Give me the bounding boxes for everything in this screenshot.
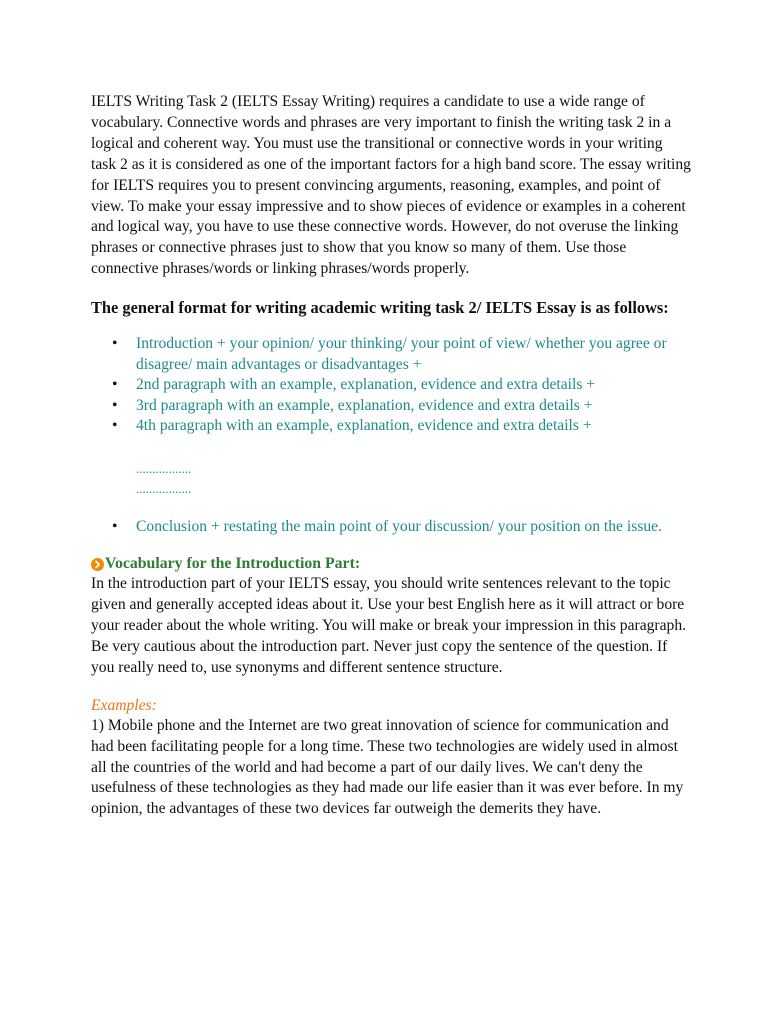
examples-label: Examples: <box>91 696 157 714</box>
bullet: • <box>112 335 118 353</box>
list-item-text: 3rd paragraph with an example, explanation, evidence and extra details + <box>136 396 593 414</box>
vocab-paragraph: In the introduction part of your IELTS essay, you should write sentences relevant to the topic given and generally accepted ideas about it. Use your best English here as it will attract or bore your reader about the whole writing. You will make or break your impression in this paragraph. Be very cautious about the introduction part. Never just copy the sentence of the question. If you really need to, use synonyms and different sentence structure. <box>91 575 687 676</box>
bullet: • <box>112 376 118 394</box>
ellipsis-line: ................. <box>136 480 192 496</box>
list-item <box>91 375 691 396</box>
conclusion-list <box>91 517 691 538</box>
intro-paragraph: IELTS Writing Task 2 (IELTS Essay Writing) requires a candidate to use a wide range of vocabulary. Connective words and phrases are very important to finish the writing task 2 in a logical and coherent way. You must use the transitional or connective words in your writing task 2 as it is considered as one of the important factors for a high band score. The essay writing for IELTS requires you to present convincing arguments, reasoning, examples, and point of view. To make your essay impressive and to show pieces of evidence or examples in a coherent and logical way, you have to use these connective words. However, do not overuse the linking phrases or connective phrases just to show that you know so many of them. Use those connective phrases/words or linking phrases/words properly. <box>91 93 691 278</box>
chevron-right-circle-icon <box>91 558 104 571</box>
format-heading: The general format for writing academic writing task 2/ IELTS Essay is as follows: <box>91 298 669 318</box>
bullet: • <box>112 417 118 435</box>
list-item-text: 4th paragraph with an example, explanation, evidence and extra details + <box>136 417 592 435</box>
ellipsis-line: ................. <box>136 460 192 476</box>
ellipsis-block <box>136 459 691 499</box>
bullet: • <box>112 396 118 414</box>
list-item-text: Conclusion + restating the main point of your discussion/ your position on the issue. <box>136 517 662 535</box>
example-paragraph: 1) Mobile phone and the Internet are two great innovation of science for communication and had been facilitating people for a long time. These two technologies are widely used in almost all the countries of the world and had become a part of our daily lives. We can't deny the usefulness of these technologies as they had made our life easier than it was ever before. In my opinion, the advantages of these two devices far outweigh the demerits they have. <box>91 716 684 818</box>
vocab-heading-text: Vocabulary for the Introduction Part: <box>105 555 361 573</box>
list-item-text: 2nd paragraph with an example, explanation, evidence and extra details + <box>136 376 596 394</box>
bullet: • <box>112 517 118 535</box>
list-item-text: Introduction + your opinion/ your thinking/ your point of view/ whether you agree or disagree/ main advantages or disadvantages + <box>136 335 667 373</box>
list-item <box>91 396 691 417</box>
list-item <box>91 416 691 437</box>
vocab-heading <box>91 554 691 574</box>
list-item <box>91 334 691 375</box>
document-page <box>91 92 691 820</box>
list-item <box>91 517 691 538</box>
format-list <box>91 334 691 437</box>
